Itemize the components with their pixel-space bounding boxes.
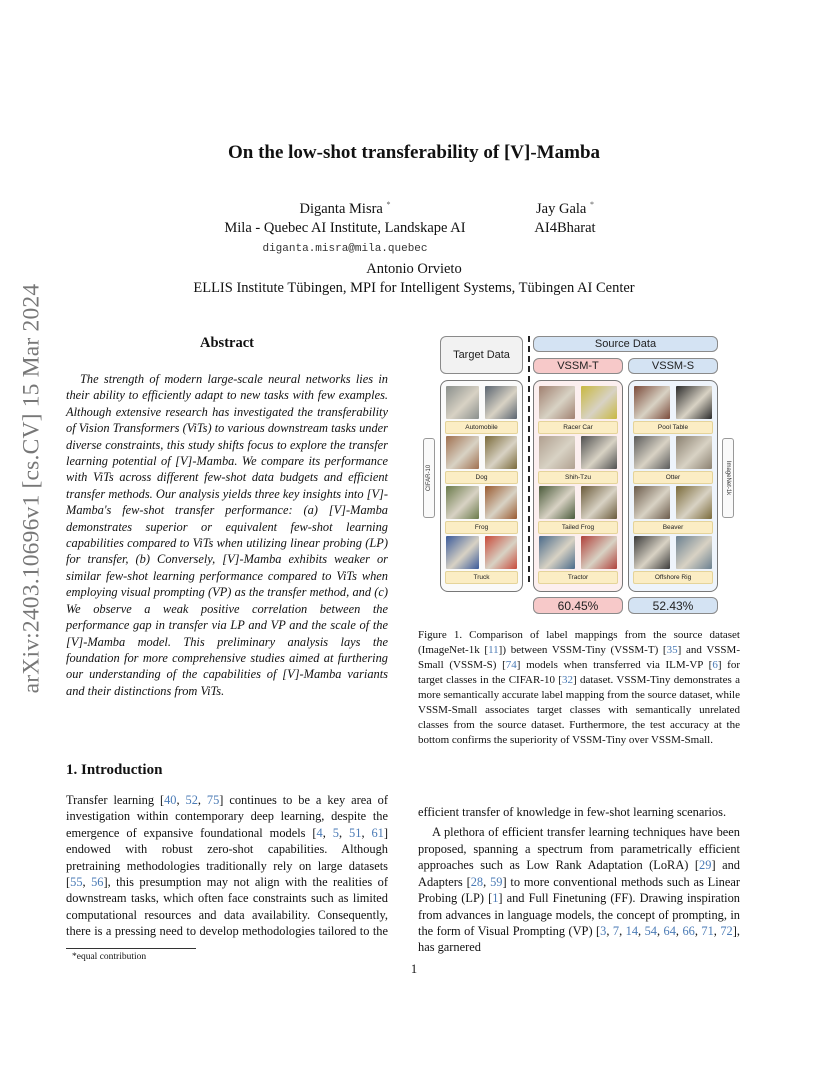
text-run: , (339, 825, 350, 840)
citation-link[interactable]: 54 (644, 923, 657, 938)
text-run: , (606, 923, 613, 938)
citation-link[interactable]: 61 (371, 825, 384, 840)
author-email[interactable]: diganta.misra@mila.quebec (262, 242, 428, 255)
text-run: ] and Full Finetuning (FF). Drawing inspiration from advances in language models, the concept of prompting, in the form of Visual Prompting (VP) [ (418, 891, 740, 938)
vssm-t-header: VSSM-T (533, 358, 623, 374)
intro-paragraph-1 (66, 792, 388, 940)
author-name: Antonio Orvieto (366, 261, 462, 277)
citation-link[interactable]: 7 (612, 923, 620, 938)
text-run: , (197, 793, 207, 807)
cifar10-tag (423, 438, 435, 518)
vssm-s-thumbnail (634, 386, 670, 419)
footnote-rule (66, 948, 196, 949)
footnote: *equal contribution (72, 952, 147, 962)
abstract-heading: Abstract (200, 335, 254, 351)
text-run: ] models when transferred via ILM-VP [ (516, 659, 713, 671)
citation-link[interactable]: 59 (490, 874, 503, 889)
vssm-s-class-label: Pool Table (633, 421, 713, 434)
citation-link[interactable]: 14 (625, 923, 639, 938)
text-run: , (713, 923, 721, 938)
citation-link[interactable]: 66 (682, 923, 695, 938)
author-affiliation: ELLIS Institute Tübingen, MPI for Intelligent Systems, Tübingen AI Center (193, 280, 635, 296)
citation-link[interactable]: 74 (505, 659, 517, 671)
vssm-t-thumbnail (581, 436, 617, 469)
paper-title: On the low-shot transferability of [V]-Mamba (227, 142, 601, 163)
text-run: , (483, 874, 491, 889)
vssm-s-class-label: Offshore Rig (633, 571, 713, 584)
text-run: ] and Adapters [ (418, 858, 740, 889)
citation-link[interactable]: 51 (349, 825, 362, 840)
author-block-2 (515, 195, 615, 238)
text-run: , (619, 923, 626, 938)
target-class-label: Automobile (445, 421, 518, 434)
equal-contribution-mark: * (589, 200, 594, 209)
target-thumbnail (485, 486, 518, 519)
text-run: , (322, 825, 333, 840)
citation-link[interactable]: 5 (332, 825, 339, 840)
vssm-s-thumbnail (676, 536, 712, 569)
text-run: , (656, 923, 664, 938)
vssm-t-thumbnail (581, 536, 617, 569)
citation-link[interactable]: 1 (492, 891, 499, 906)
intro-p2 (418, 824, 740, 955)
citation-link[interactable]: 52 (185, 793, 198, 807)
citation-link[interactable]: 40 (164, 793, 177, 807)
text-run: , (638, 923, 645, 938)
figure-caption (418, 628, 740, 748)
abstract-text: The strength of modern large-scale neural networks lies in their ability to efficiently adapt to new tasks with few examples. Although extensive research has investigated the transferability of Vision Transformers (ViTs) to various downstream tasks under diverse constraints, this study shifts focus to explore the transfer learning potential of [V]-Mamba. We compare its performance with ViTs across different few-shot data budgets and efficient transfer methods. Our analysis yields three key insights into [V]-Mamba's few-shot transfer performance: (a) [V]-Mamba demonstrates superior or equivalent few-shot learning capabilities compared to ViTs when utilizing linear probing (LP) for transfer, (b) Conversely, [V]-Mamba exhibits weaker or similar few-shot learning performance compared to ViTs when employing visual prompting (VP) as the transfer method, and (c) We observe a weak positive correlation between the performance gap in transfer via LP and VP and the scale of the [V]-Mamba model. This preliminary analysis lays the foundation for more comprehensive studies aimed at furthering our understanding of the capabilities of [V]-Mamba variants and their distinctions from ViTs. (66, 372, 388, 698)
vssm-t-class-label: Racer Car (538, 421, 618, 434)
target-thumbnail (485, 436, 518, 469)
vssm-t-thumbnail (539, 436, 575, 469)
author-affiliation: Mila - Quebec AI Institute, Landskape AI (224, 219, 466, 236)
vssm-s-thumbnail (634, 436, 670, 469)
target-thumbnail (485, 536, 518, 569)
citation-link[interactable]: 32 (561, 674, 573, 686)
text-run: ] to more conventional methods such as Linear Probing (LP) [ (418, 874, 740, 906)
vssm-s-thumbnail (676, 436, 712, 469)
vssm-s-header: VSSM-S (628, 358, 718, 374)
citation-link[interactable]: 28 (470, 874, 484, 889)
vssm-t-class-label: Tractor (538, 571, 618, 584)
intro-p1 (66, 792, 388, 940)
author-name: Jay Gala (536, 200, 587, 217)
author-block-1 (200, 195, 490, 259)
citation-link[interactable]: 56 (91, 875, 104, 890)
citation-link[interactable]: 35 (666, 644, 678, 656)
text-run: ] and VSSM-Small (VSSM-S) [ (418, 644, 740, 671)
text-run: ] for target classes in the CIFAR-10 [ (418, 659, 740, 686)
page-number: 1 (410, 962, 418, 976)
target-class-label: Truck (445, 571, 518, 584)
citation-link[interactable]: 11 (488, 644, 499, 656)
citation-link[interactable]: 71 (701, 923, 714, 938)
intro-right-column (418, 804, 740, 968)
text-run: ]) between VSSM-Tiny (VSSM-T) [ (498, 644, 667, 656)
citation-link[interactable]: 75 (206, 793, 220, 807)
arxiv-stamp: arXiv:2403.10696v1 [cs.CV] 15 Mar 2024 (18, 283, 45, 694)
imagenet-tag (722, 438, 734, 518)
vssm-t-thumbnail (581, 386, 617, 419)
vssm-s-class-label: Beaver (633, 521, 713, 534)
divider-dashed-line (528, 336, 530, 582)
vssm-s-class-label: Otter (633, 471, 713, 484)
citation-link[interactable]: 72 (720, 923, 733, 938)
author-affiliation: AI4Bharat (534, 219, 596, 236)
text-run: ] dataset. VSSM-Tiny demonstrates a more semantically accurate label mapping from the source dataset, while VSSM-Small associates target classes with semantically unrelated classes from the source dataset. Furthermore, the test accuracy at the bottom confirms the superiority of VSSM-Tiny over VSSM-Small. (418, 674, 740, 746)
author-name: Diganta Misra (299, 200, 383, 217)
text-run: , (176, 793, 186, 807)
vssm-t-thumbnail (581, 486, 617, 519)
imagenet-tag-label: ImageNet-1k (725, 460, 731, 496)
vssm-s-thumbnail (634, 536, 670, 569)
vssm-t-thumbnail (539, 536, 575, 569)
vssm-t-class-label: Shih-Tzu (538, 471, 618, 484)
target-thumbnail (446, 436, 479, 469)
text-run: ], has garnered (418, 923, 740, 955)
text-run: ], this presumption may not align with the realities of downstream tasks, which often face constraints such as limited computational resources and data availability. Consequently, there is a pressing need to develop methodologies tailored to the (66, 875, 388, 939)
target-thumbnail (446, 486, 479, 519)
vssm-s-thumbnail (634, 486, 670, 519)
text-run: , (361, 825, 372, 840)
vssm-s-thumbnail (676, 486, 712, 519)
text-run: , (694, 923, 702, 938)
citation-link[interactable]: 29 (699, 858, 712, 873)
citation-link[interactable]: 4 (316, 825, 323, 840)
text-run: ] continues to be a key area of investigation within contemporary deep learning, despite the emergence of expansive foundational models [ (66, 793, 388, 840)
text-run: Figure 1. Comparison of label mappings from the source dataset (ImageNet-1k [ (418, 629, 740, 656)
text-run: efficient transfer of knowledge in few-shot learning scenarios. (418, 805, 727, 820)
vssm-t-thumbnail (539, 386, 575, 419)
citation-link[interactable]: 3 (600, 923, 607, 938)
source-data-header: Source Data (533, 336, 718, 352)
text-run: , (82, 875, 92, 890)
text-run: A plethora of efficient transfer learning techniques have been proposed, spanning a spectrum from parametrically efficient approaches such as Low Rank Adaptation (LoRA) [ (418, 825, 740, 873)
citation-link[interactable]: 55 (70, 875, 83, 890)
intro-p1-continued (418, 804, 740, 820)
text-run: Transfer learning [ (66, 793, 165, 807)
vssm-t-thumbnail (539, 486, 575, 519)
target-thumbnail (485, 386, 518, 419)
vssm-t-class-label: Tailed Frog (538, 521, 618, 534)
equal-contribution-mark: * (386, 200, 391, 209)
vssm-s-thumbnail (676, 386, 712, 419)
vssm-s-accuracy: 52.43% (628, 597, 718, 614)
target-thumbnail (446, 536, 479, 569)
target-data-header: Target Data (440, 336, 523, 374)
vssm-t-accuracy: 60.45% (533, 597, 623, 614)
citation-link[interactable]: 64 (663, 923, 676, 938)
text-run: , (675, 923, 683, 938)
target-thumbnail (446, 386, 479, 419)
cifar10-tag-label: CIFAR-10 (426, 464, 432, 492)
intro-heading: 1. Introduction (66, 762, 163, 778)
citation-link[interactable]: 6 (712, 659, 718, 671)
target-class-label: Dog (445, 471, 518, 484)
author-block-3 (100, 260, 728, 298)
target-class-label: Frog (445, 521, 518, 534)
text-run: ] endowed with robust zero-shot capabilities. Although pretraining methodologies traditionally rely on large datasets [ (66, 825, 388, 890)
